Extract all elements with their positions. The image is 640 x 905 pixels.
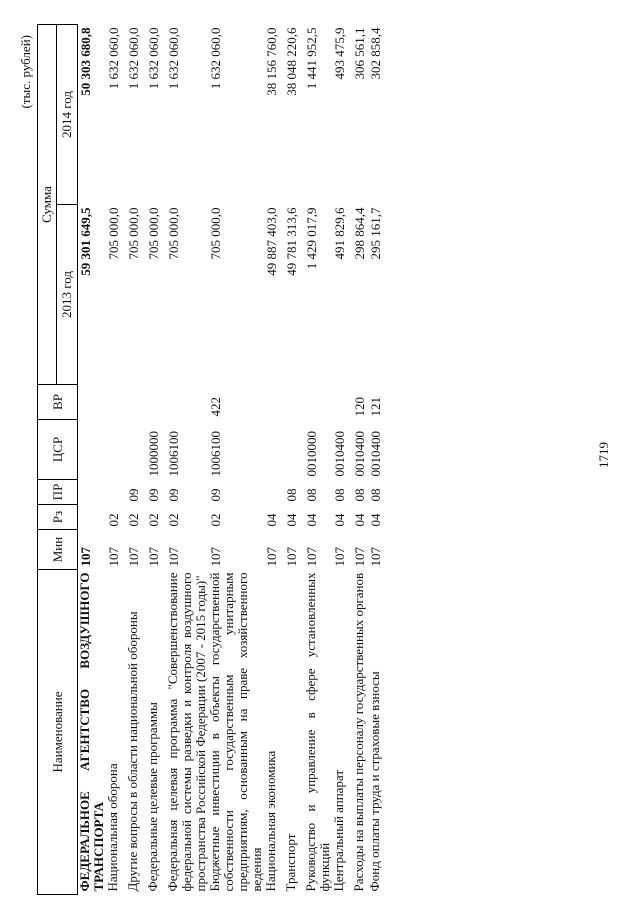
row-2013: 705 000,0 [166,207,181,260]
row-vr [166,385,208,420]
row-csr: 1006100 [166,431,181,477]
row-min: 107 [332,547,347,567]
row-min: 107 [284,547,299,567]
row-2013: 295 161,7 [368,207,383,260]
row-vr [304,385,332,420]
row-csr [284,420,304,480]
row-min: 107 [78,547,93,567]
row-name: Федеральная целевая программа "Совершенствование федеральной системы разведки и контроля воздушного пространства Российской Федерации (2007 - 2015 годы)" [165,572,208,892]
row-min: 107 [304,547,319,567]
row-csr: 0010400 [352,431,367,477]
header-csr: ЦСР [38,420,78,480]
row-2014: 306 561,1 [352,27,367,80]
row-csr [78,420,107,480]
unit-label: (тыс. рублей) [18,35,33,109]
row-pr: 09 [166,488,181,502]
row-name: Центральный аппарат [331,769,346,892]
row-vr [332,385,352,420]
header-vr: ВР [38,385,78,420]
row-vr: 422 [208,397,223,417]
row-name: Расходы на выплаты персоналу государственных органов [351,572,366,892]
row-2014: 38 048 220,6 [284,27,299,96]
row-pr: 08 [304,488,319,502]
row-name: Транспорт [283,833,298,892]
row-pr [264,480,284,505]
row-2013: 705 000,0 [106,207,121,260]
row-2014: 1 632 060,0 [166,27,181,90]
table-row [126,25,146,895]
table-row [352,25,368,895]
header-year-2014: 2014 год [57,25,78,205]
row-rz: 04 [264,513,279,527]
row-2014: 302 858,4 [368,27,383,80]
row-vr [146,385,166,420]
row-name: ФЕДЕРАЛЬНОЕ АГЕНТСТВО ВОЗДУШНОГО ТРАНСПОРТА [77,572,106,892]
row-2014: 1 441 952,5 [304,27,319,90]
table-row [146,25,166,895]
row-name: Руководство и управление в сфере установленных функций [303,572,332,892]
header-sum: Сумма [38,25,57,385]
budget-table [37,24,388,895]
row-rz: 04 [368,513,383,527]
row-rz: 04 [352,513,367,527]
table-row [106,25,126,895]
table-row [332,25,352,895]
row-2013: 705 000,0 [208,207,223,260]
row-2013: 491 829,6 [332,207,347,260]
row-csr: 1000000 [146,431,161,477]
row-rz: 04 [332,513,347,527]
row-vr: 121 [368,397,383,417]
row-name: Другие вопросы в области национальной обороны [125,611,140,892]
row-rz [78,505,107,530]
row-2013: 298 864,4 [352,207,367,260]
header-min: Мин [38,530,78,570]
row-vr [106,385,126,420]
row-name: Федеральные целевые программы [145,702,160,892]
row-csr [106,420,126,480]
row-pr: 09 [208,488,223,502]
row-name: Национальная экономика [263,750,278,892]
row-vr [126,385,146,420]
row-csr: 0010400 [368,431,383,477]
row-pr: 08 [352,488,367,502]
header-year-2013: 2013 год [57,205,78,385]
row-min: 107 [352,547,367,567]
row-2013: 49 887 403,0 [264,207,279,276]
row-pr [106,480,126,505]
row-csr: 0010000 [304,431,319,477]
row-name: Фонд оплаты труда и страховые взносы [367,671,382,892]
row-2014: 1 632 060,0 [146,27,161,90]
row-2014: 38 156 760,0 [264,27,279,96]
row-rz: 02 [126,513,141,527]
row-2013: 59 301 649,5 [78,207,93,276]
row-csr [126,420,146,480]
row-2014: 493 475,9 [332,27,347,80]
row-min: 107 [264,547,279,567]
row-min: 107 [368,547,383,567]
table-row [264,25,284,895]
table-row [166,25,208,895]
row-csr: 0010400 [332,431,347,477]
row-rz: 02 [106,513,121,527]
table-row [78,25,107,895]
row-min: 107 [106,547,121,567]
row-rz: 04 [284,513,299,527]
row-pr: 08 [368,488,383,502]
row-vr [78,385,107,420]
row-min: 107 [166,547,181,567]
row-vr [264,385,284,420]
header-rz: Рз [38,505,78,530]
row-2013: 1 429 017,9 [304,207,319,270]
row-name: Национальная оборона [105,763,120,892]
row-pr [78,480,107,505]
row-vr: 120 [352,397,367,417]
row-2014: 1 632 060,0 [126,27,141,90]
row-pr: 08 [284,488,299,502]
row-2013: 705 000,0 [126,207,141,260]
row-2014: 1 632 060,0 [208,27,223,90]
table-row [304,25,332,895]
row-pr: 09 [146,488,161,502]
row-min: 107 [208,547,223,567]
row-name: Бюджетные инвестиции в объекты государственной собственности государственным унитарным предприятиям, основанным на праве хозяйственного ведения [207,572,264,892]
row-rz: 02 [208,513,223,527]
row-2014: 1 632 060,0 [106,27,121,90]
row-min: 107 [146,547,161,567]
header-pr: ПР [38,480,78,505]
row-pr: 09 [126,488,141,502]
row-2013: 705 000,0 [146,207,161,260]
row-csr [264,420,284,480]
row-min: 107 [126,547,141,567]
row-pr: 08 [332,488,347,502]
row-2014: 50 303 680,8 [78,27,93,96]
header-name: Наименование [38,570,78,895]
table-row [208,25,264,895]
row-rz: 02 [146,513,161,527]
table-row [284,25,304,895]
row-2013: 49 781 313,6 [284,207,299,276]
row-rz: 02 [166,513,181,527]
row-csr: 1006100 [208,431,223,477]
page-number: 1719 [596,442,611,468]
table-row [368,25,388,895]
row-vr [284,385,304,420]
row-rz: 04 [304,513,319,527]
